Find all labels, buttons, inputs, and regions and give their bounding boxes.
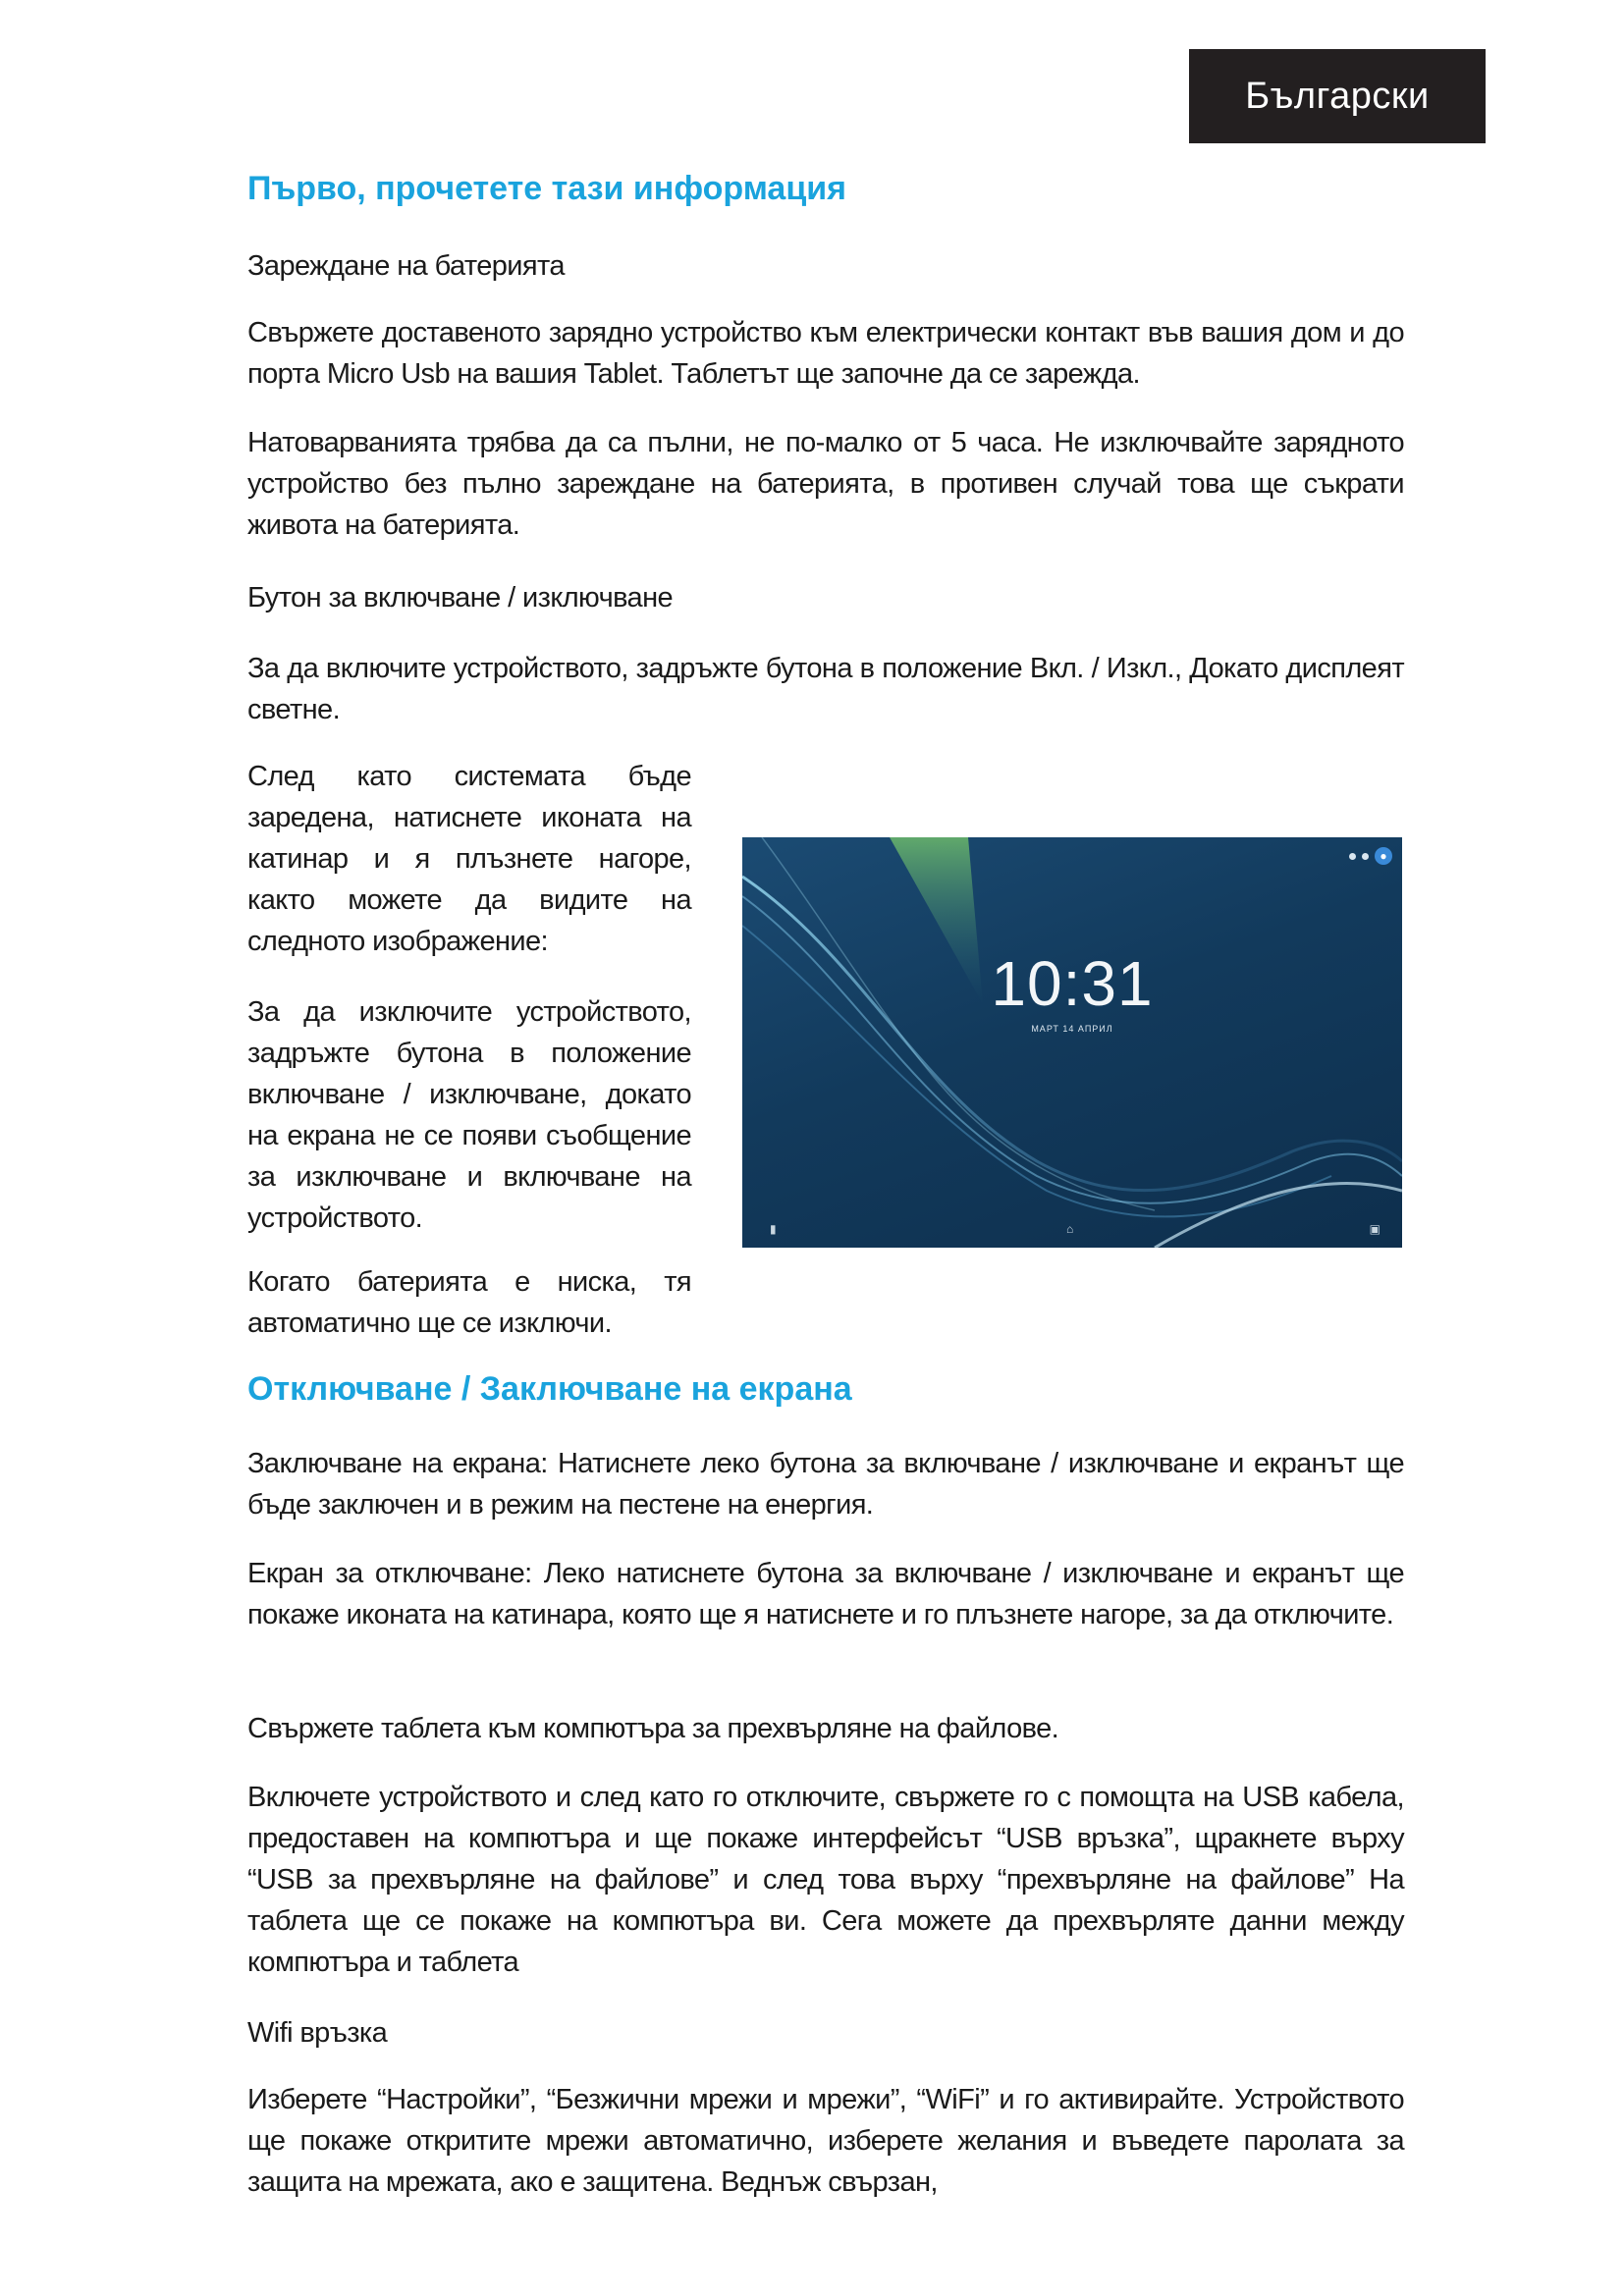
lockscreen-date: МАРТ 14 АПРИЛ xyxy=(1031,1024,1113,1034)
subheading-charging: Зареждане на батерията xyxy=(247,250,565,282)
battery-status-icon xyxy=(1362,853,1369,860)
paragraph-power-on: За да включите устройството, задръжте бутона в положение Вкл. / Изкл., Докато дисплеят светне. xyxy=(247,653,1404,725)
subheading-connect-computer: Свържете таблета към компютъра за прехвърляне на файлове. xyxy=(247,1713,1059,1744)
subheading-wifi: Wifi връзка xyxy=(247,2017,388,2049)
lockscreen-clock: 10:31 xyxy=(991,948,1154,1019)
paragraph-wifi: Изберете “Настройки”, “Безжични мрежи и мрежи”, “WiFi” и го активирайте. Устройството ще покаже откритите мрежи автоматично, изберете желания и въведете паролата за защита на мрежата, ако е защитена. Веднъж свързан, xyxy=(247,2084,1404,2198)
section-title-first-read: Първо, прочетете тази информация xyxy=(247,170,846,207)
paragraph-charge-duration: Натоварванията трябва да са пълни, не по-малко от 5 часа. Не изключвайте зарядното устройство без пълно зареждане на батерията, в противен случай това ще съкрати живота на батерията. xyxy=(247,427,1404,541)
subheading-power-button: Бутон за включване / изключване xyxy=(247,582,674,614)
paragraph-connect-computer: Включете устройството и след като го отключите, свържете го с помощта на USB кабела, предоставен на компютъра и ще покаже интерфейсът “USB връзка”, щракнете върху “USB за прехвърляне на файлове” и след това върху “прехвърляне на файлове” На таблета ще се покаже на компютъра ви. Сега можете да прехвърляте данни между компютъра и таблета xyxy=(247,1782,1404,1978)
tablet-lockscreen-image xyxy=(742,837,1402,1248)
language-badge: Български xyxy=(1189,49,1486,143)
section-title-lock-unlock: Отключване / Заключване на екрана xyxy=(247,1370,852,1408)
camera-icon: ▣ xyxy=(1369,1222,1380,1236)
wallpaper-waves xyxy=(742,837,1402,1248)
paragraph-unlock-screen: Екран за отключване: Леко натиснете бутона за включване / изключване и екранът ще покаже иконата на катинара, която ще я натиснете и го плъзнете нагоре, за да отключите. xyxy=(247,1558,1404,1630)
wifi-status-icon xyxy=(1349,853,1356,860)
status-bar xyxy=(1349,847,1392,865)
user-avatar-icon: ● xyxy=(1375,847,1392,865)
paragraph-charging: Свържете доставеното зарядно устройство към електрически контакт във вашия дом и до порта Micro Usb на вашия Tablet. Таблетът ще започне да се зарежда. xyxy=(247,317,1404,390)
paragraph-lock-screen: Заключване на екрана: Натиснете леко бутона за включване / изключване и екранът ще бъде заключен и в режим на пестене на енергия. xyxy=(247,1448,1404,1521)
paragraph-after-load: След като системата бъде заредена, натиснете иконата на катинар и я плъзнете нагоре, както можете да видите на следното изображение: xyxy=(247,761,691,957)
home-lock-icon: ⌂ xyxy=(1066,1222,1074,1236)
mic-icon: ▮ xyxy=(770,1222,777,1236)
paragraph-low-battery: Когато батерията е ниска, тя автоматично ще се изключи. xyxy=(247,1266,691,1339)
paragraph-power-off: За да изключите устройството, задръжте бутона в положение включване / изключване, докато на екрана не се появи съобщение за изключване и включване на устройството. xyxy=(247,996,691,1234)
